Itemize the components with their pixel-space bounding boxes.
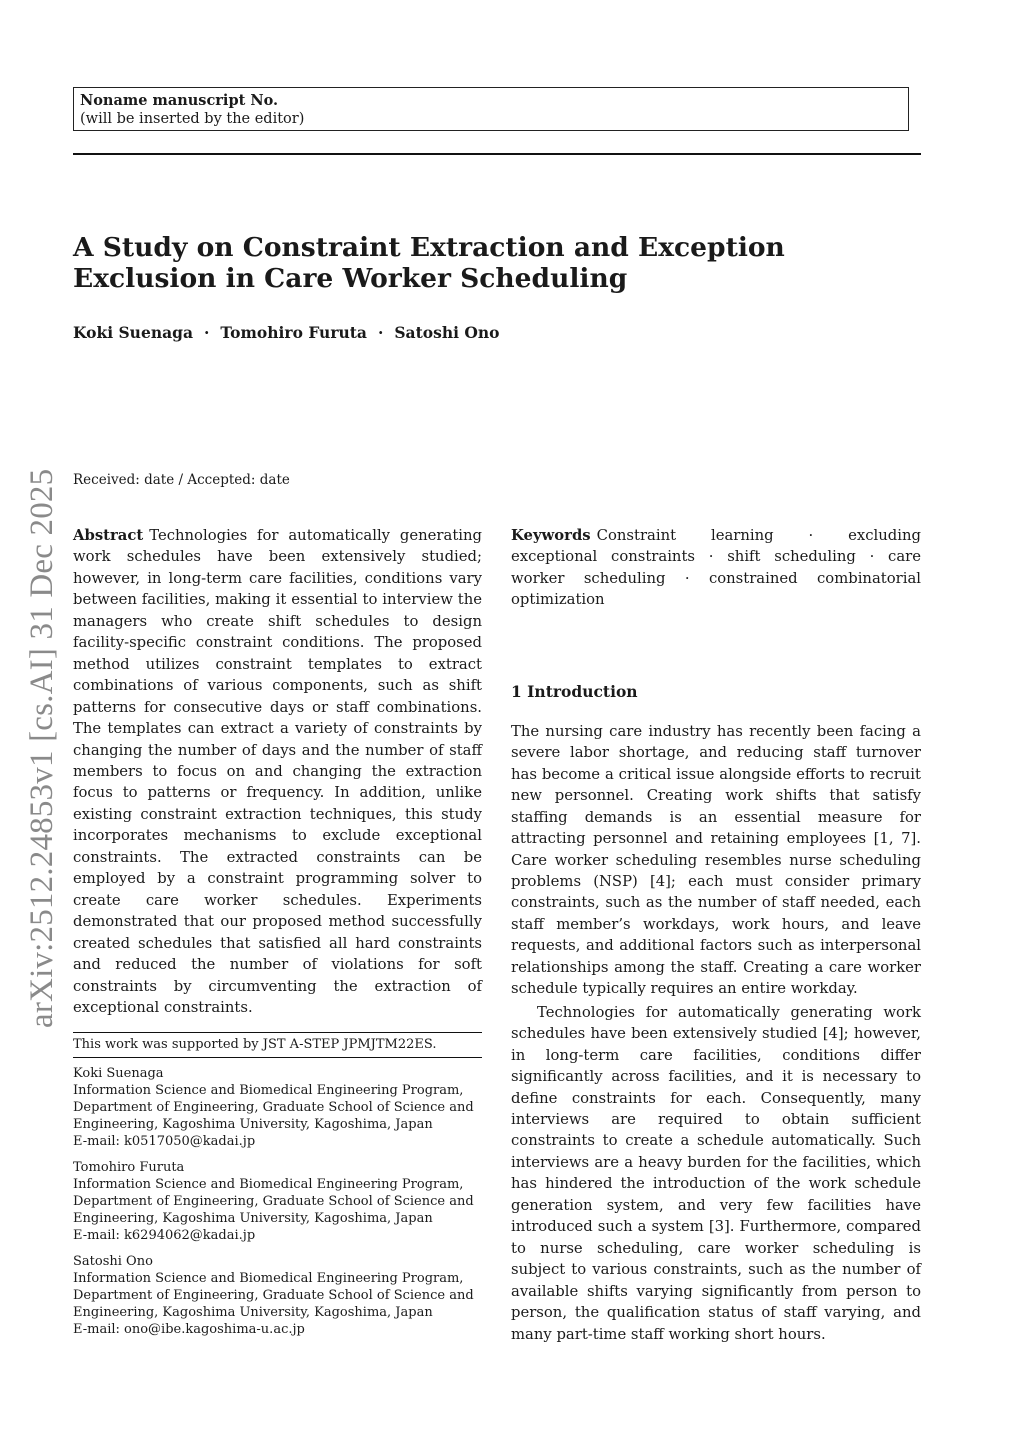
affiliation-line: Engineering, Kagoshima University, Kagoshima, Japan	[73, 1305, 433, 1321]
affiliation-block	[73, 1159, 482, 1244]
affiliation-line: Department of Engineering, Graduate School of Science and	[73, 1194, 474, 1210]
affiliation-line: Department of Engineering, Graduate School of Science and	[73, 1100, 474, 1116]
affiliation-name: Satoshi Ono	[73, 1254, 153, 1270]
section-heading-introduction: 1 Introduction	[511, 681, 638, 701]
affiliation-block	[73, 1253, 482, 1338]
footnote-rule	[73, 1032, 482, 1033]
arxiv-identifier: arXiv:2512.24853v1 [cs.AI] 31 Dec 2025	[24, 468, 60, 1028]
author-name: Tomohiro Furuta	[220, 323, 367, 342]
right-column	[511, 525, 921, 1345]
author-name: Satoshi Ono	[394, 323, 500, 342]
author-separator: ·	[204, 323, 210, 342]
affiliation-line: Information Science and Biomedical Engineering Program,	[73, 1083, 464, 1099]
affiliation-line: Department of Engineering, Graduate School of Science and	[73, 1288, 474, 1304]
intro-paragraph: The nursing care industry has recently been facing a severe labor shortage, and reducing staff turnover has become a critical issue alongside efforts to recruit new personnel. Creating work shifts that satisfy staffing demands is an essential measure for attracting personnel and retaining employees [1, 7]. Care worker scheduling resembles nurse scheduling problems (NSP) [4]; each must consider primary constraints, such as the number of staff needed, each staff member’s workdays, work hours, and leave requests, and additional factors such as interpersonal relationships among the staff. Creating a care worker schedule typically requires an entire workday.	[511, 722, 921, 998]
keywords-label: Keywords	[511, 527, 591, 544]
affiliation-email: E-mail: ono@ibe.kagoshima-u.ac.jp	[73, 1322, 305, 1338]
affiliation-name: Koki Suenaga	[73, 1066, 164, 1082]
intro-paragraph: Technologies for automatically generating work schedules have been extensively studied [4]; however, in long-term care facilities, conditions differ significantly across facilities, and it is necessary to define constraints for each. Consequently, many interviews are required to obtain sufficient constraints to create a schedule automatically. Such interviews are a heavy burden for the facilities, which has hindered the introduction of the work schedule generation system, and very few facilities have introduced such a system [3]. Furthermore, compared to nurse scheduling, care worker scheduling is subject to various constraints, such as the number of available shifts varying significantly from person to person, the qualification status of staff varying, and many part-time staff working short hours.	[511, 1003, 921, 1343]
affiliation-email: E-mail: k0517050@kadai.jp	[73, 1134, 256, 1150]
affiliation-line: Information Science and Biomedical Engineering Program,	[73, 1271, 464, 1287]
abstract-label: Abstract	[73, 527, 144, 544]
keywords-text: Constraint learning · excluding exceptional constraints · shift scheduling · care worker scheduling · constrained combinatorial optimization	[511, 527, 921, 609]
author-separator: ·	[377, 323, 384, 342]
affiliation-block	[73, 1065, 482, 1150]
affiliation-line: Engineering, Kagoshima University, Kagoshima, Japan	[73, 1211, 433, 1227]
affiliation-line: Information Science and Biomedical Engineering Program,	[73, 1177, 464, 1193]
abstract-text: Technologies for automatically generating work schedules have been extensively studied; however, in long-term care facilities, conditions vary between facilities, making it essential to interview the managers who create shift schedules to design facility-specific constraint conditions. The proposed method utilizes constraint templates to extract combinations of various components, such as shift patterns for consecutive days or staff combinations. The templates can extract a variety of constraints by changing the number of days and the number of staff members to focus on and changing the extraction focus to patterns or frequency. In addition, unlike existing constraint extraction techniques, this study incorporates mechanisms to exclude exceptional constraints. The extracted constraints can be employed by a constraint programming solver to create care worker schedules. Experiments demonstrated that our proposed method successfully created schedules that satisfied all hard constraints and reduced the number of violations for soft constraints by circumventing the extraction of exceptional constraints.	[73, 527, 482, 1016]
footnote-rule	[73, 1057, 482, 1058]
manuscript-title: Noname manuscript No.	[80, 92, 279, 109]
manuscript-note: (will be inserted by the editor)	[80, 111, 305, 127]
header-rule	[73, 153, 921, 155]
author-list	[73, 323, 873, 342]
affiliation-name: Tomohiro Furuta	[73, 1160, 185, 1176]
manuscript-box	[73, 87, 909, 131]
affiliation-email: E-mail: k6294062@kadai.jp	[73, 1228, 256, 1244]
author-name: Koki Suenaga	[73, 323, 194, 342]
abstract	[73, 525, 482, 1018]
received-date: Received: date / Accepted: date	[73, 472, 290, 488]
keywords	[511, 525, 921, 611]
paper-title: A Study on Constraint Extraction and Exception Exclusion in Care Worker Scheduling	[73, 232, 785, 294]
left-column	[73, 525, 482, 1338]
funding-note: This work was supported by JST A-STEP JPMJTM22ES.	[73, 1037, 437, 1053]
affiliation-line: Engineering, Kagoshima University, Kagoshima, Japan	[73, 1117, 433, 1133]
